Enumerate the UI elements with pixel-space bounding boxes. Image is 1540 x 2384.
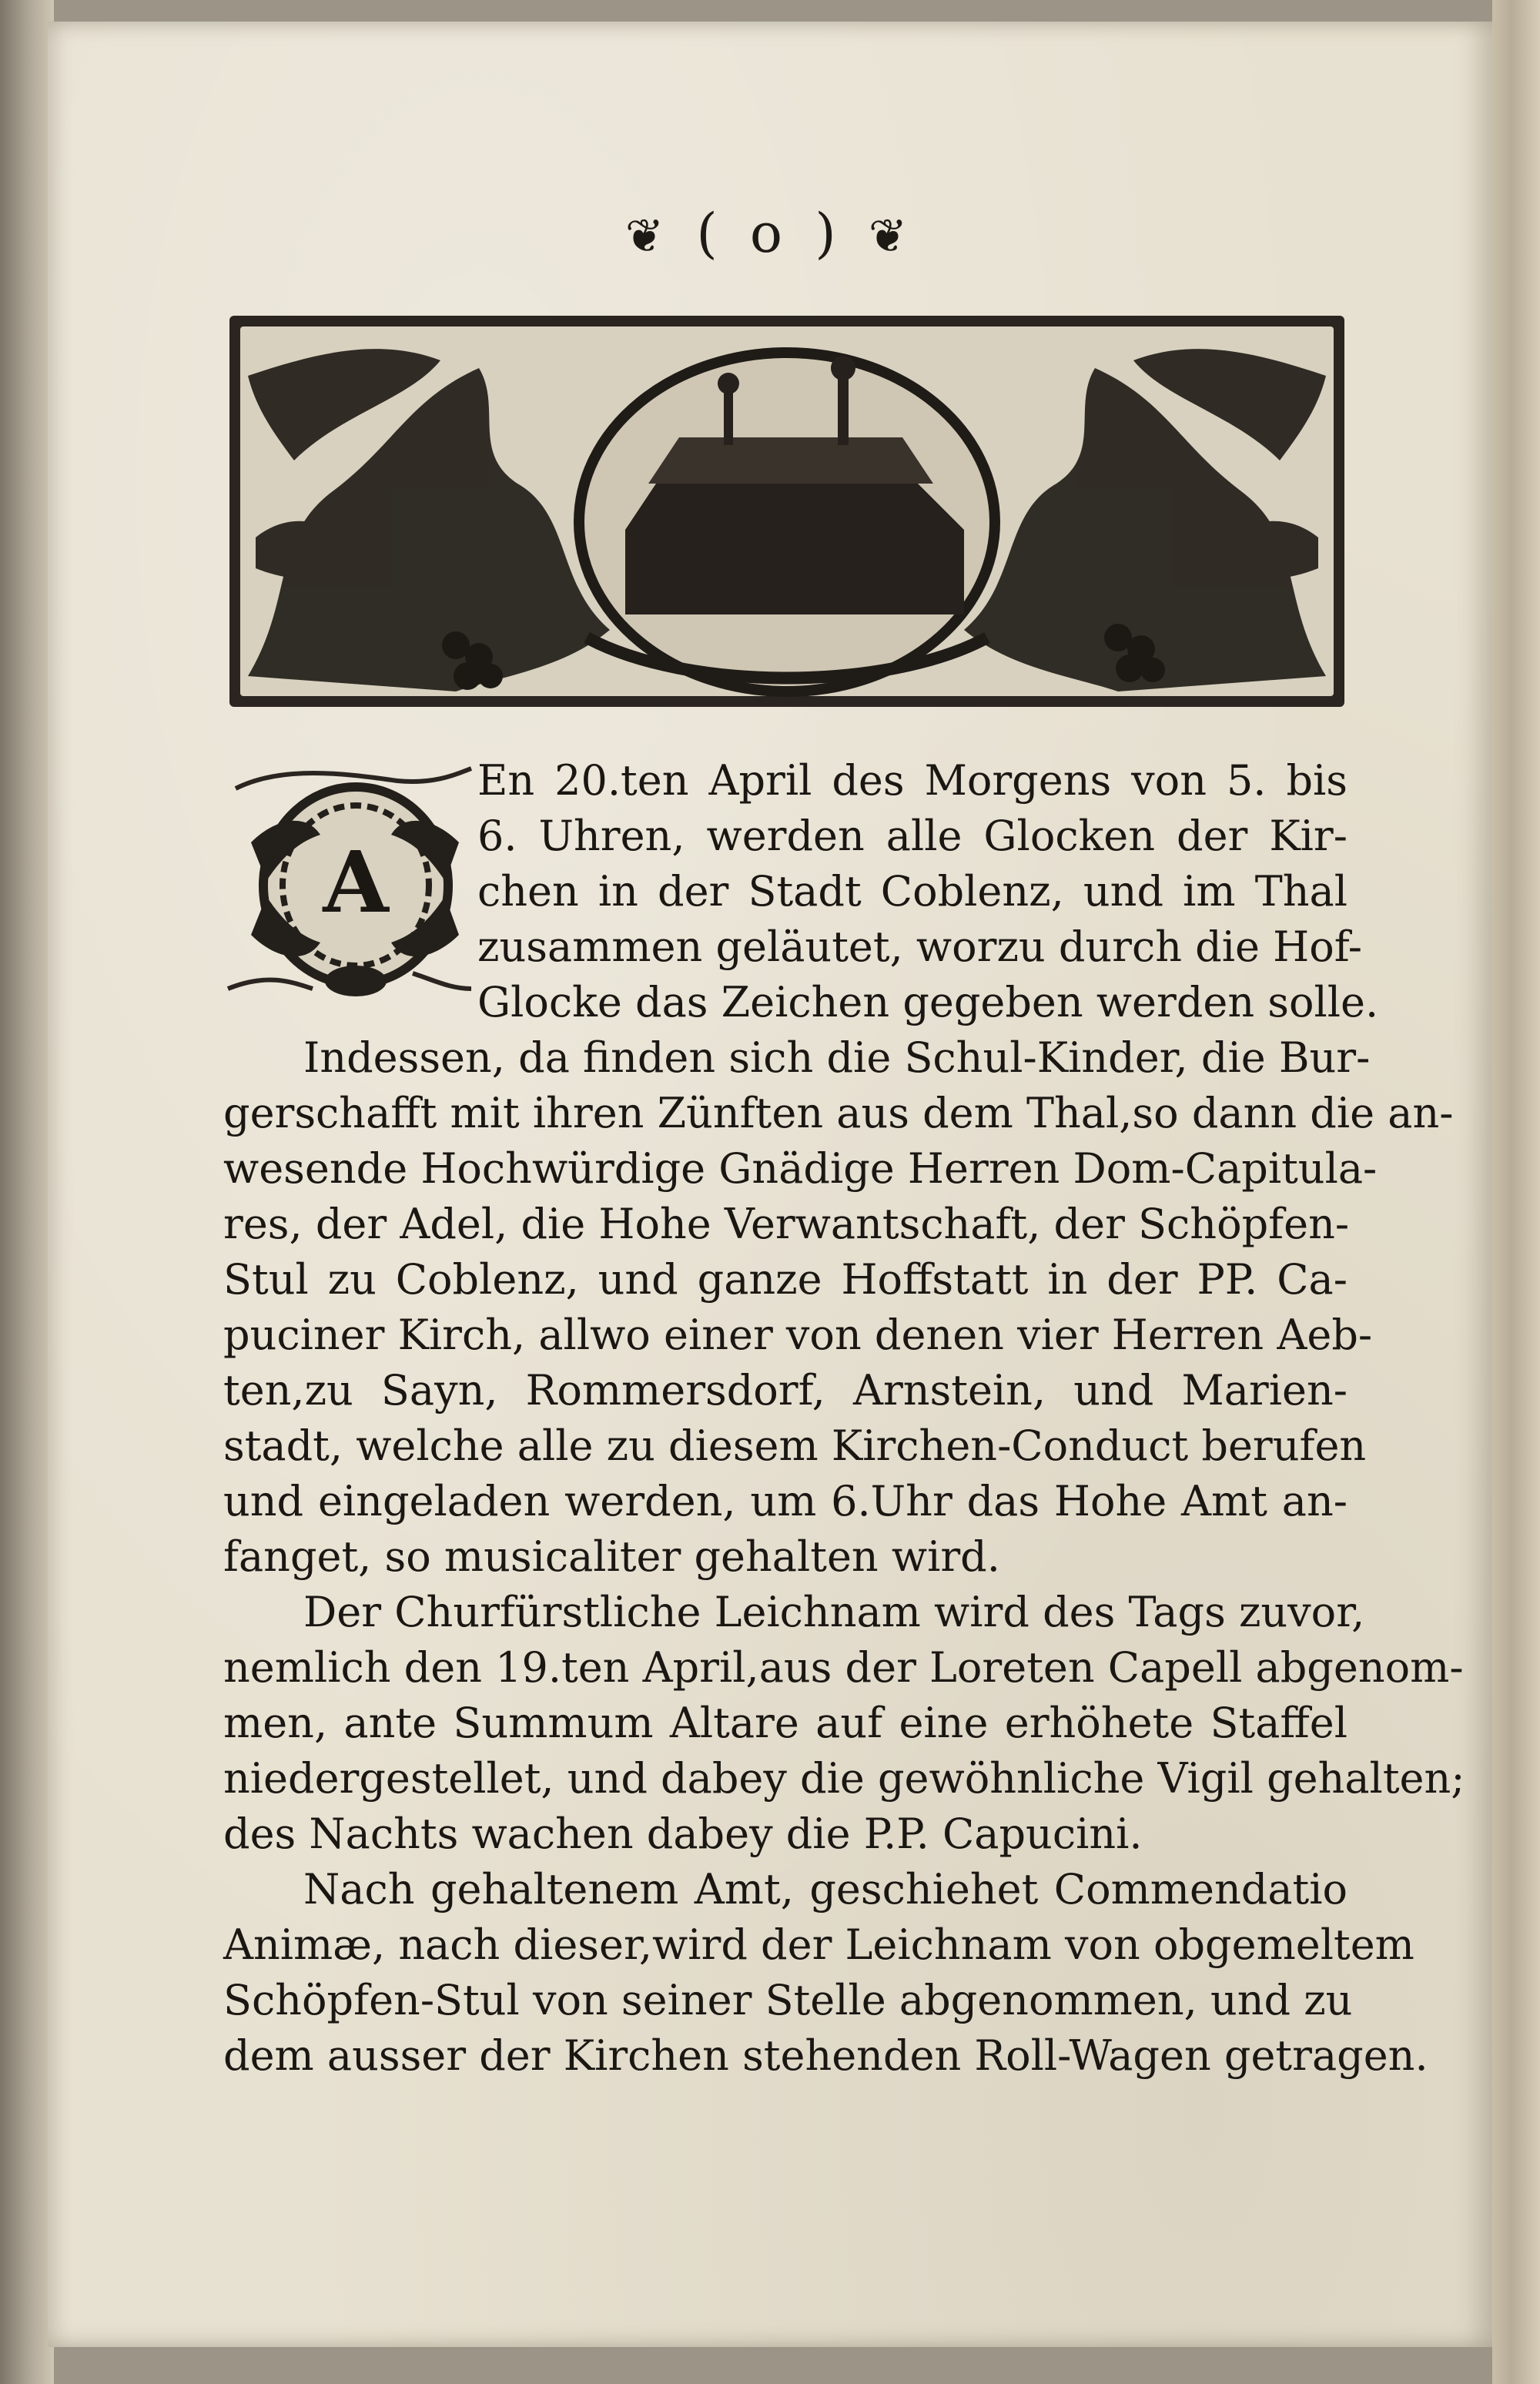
scan-background-left (0, 0, 54, 2384)
left-ornament-icon: ❦ (624, 209, 672, 263)
page-number-text: ( o ) (696, 202, 844, 265)
ornate-initial-letter-icon (220, 758, 476, 1001)
body-text (223, 1030, 1465, 2084)
right-ornament-icon: ❦ (868, 209, 916, 263)
ornamental-headpiece-icon (225, 306, 1349, 716)
page-number (0, 202, 1540, 265)
text-line: des Nachts wachen dabey die P.P. Capucini. (223, 1810, 1143, 1858)
text-line: Indessen, da finden sich die Schul-Kinder, die Bur- (303, 1033, 1371, 1082)
text-line: und eingeladen werden, um 6.Uhr das Hohe Amt an- (223, 1477, 1348, 1525)
text-line: Nach gehaltenem Amt, geschiehet Commendatio (303, 1865, 1348, 1914)
text-line: res, der Adel, die Hohe Verwantschaft, der Schöpfen- (223, 1200, 1350, 1248)
text-line: Glocke das Zeichen gegeben werden solle. (477, 978, 1379, 1026)
text-line: Der Churfürstliche Leichnam wird des Tags zuvor, (303, 1588, 1365, 1636)
text-line: chen in der Stadt Coblenz, und im Thal (477, 867, 1348, 916)
text-line: wesende Hochwürdige Gnädige Herren Dom-Capitula- (223, 1144, 1378, 1193)
text-line: niedergestellet, und dabey die gewöhnliche Vigil gehalten; (223, 1754, 1465, 1803)
text-line: men, ante Summum Altare auf eine erhöhete Staffel (223, 1699, 1348, 1747)
text-line: stadt, welche alle zu diesem Kirchen-Conduct berufen (223, 1421, 1367, 1470)
text-line: puciner Kirch, allwo einer von denen vier Herren Aeb- (223, 1311, 1373, 1359)
first-paragraph (477, 753, 1379, 1030)
text-line: nemlich den 19.ten April,aus der Loreten Capell abgenom- (223, 1643, 1464, 1692)
text-line: Animæ, nach dieser,wird der Leichnam von obgemeltem (223, 1920, 1414, 1969)
text-line: fanget, so musicaliter gehalten wird. (223, 1532, 1000, 1581)
scan-background-right (1492, 0, 1540, 2384)
text-line: En 20.ten April des Morgens von 5. bis (477, 756, 1348, 805)
text-line: ten,zu Sayn, Rommersdorf, Arnstein, und Marien- (223, 1366, 1348, 1415)
text-line: zusammen geläutet, worzu durch die Hof- (477, 922, 1363, 971)
dropcap-letter: A (323, 832, 389, 932)
text-line: dem ausser der Kirchen stehenden Roll-Wagen getragen. (223, 2031, 1428, 2080)
text-line: gerschafft mit ihren Zünften aus dem Thal,so dann die an- (223, 1089, 1454, 1137)
text-line: 6. Uhren, werden alle Glocken der Kir- (477, 812, 1348, 860)
text-line: Schöpfen-Stul von seiner Stelle abgenommen, und zu (223, 1976, 1353, 2024)
text-line: Stul zu Coblenz, und ganze Hoffstatt in der PP. Ca- (223, 1255, 1348, 1304)
